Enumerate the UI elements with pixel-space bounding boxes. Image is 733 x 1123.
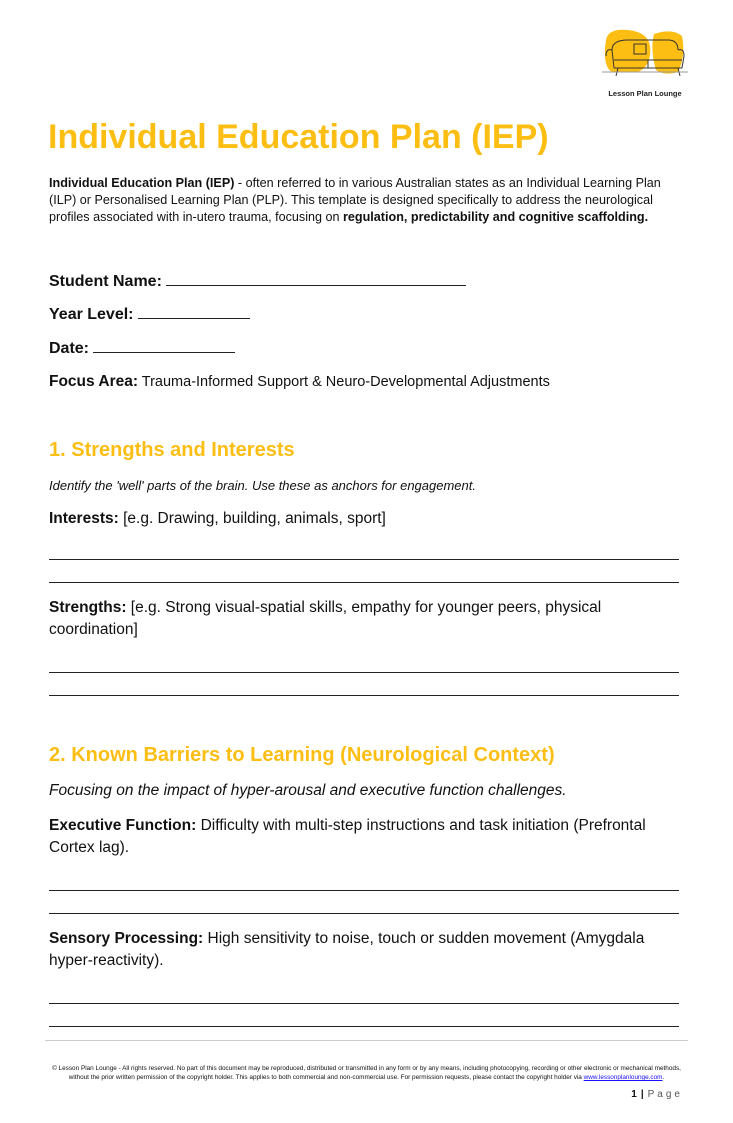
focus-area-field (49, 373, 550, 391)
writing-line[interactable] (49, 695, 679, 696)
section1-heading: 1. Strengths and Interests (49, 439, 295, 461)
copyright-text: © Lesson Plan Lounge - All rights reserved. No part of this document may be reproduced, distributed or transmitted in any form or by any means, including photocopying, recording or other electronic or mechanical methods, without the prior written permission of the copyright holder. This applies to both commercial and non-commercial use. For permission requests, please contact the copyright holder via (52, 1065, 681, 1081)
year-level-label: Year Level: (49, 306, 138, 323)
executive-function-desc: Difficulty with multi-step instructions and task initiation (Prefrontal Cortex lag). (49, 817, 646, 856)
writing-line[interactable] (49, 890, 679, 891)
sofa-logo-icon (598, 26, 692, 84)
student-name-field (49, 272, 466, 291)
page-number: 1 | Page (631, 1089, 683, 1100)
writing-line[interactable] (49, 672, 679, 673)
intro-lead: Individual Education Plan (IEP) (49, 176, 235, 190)
intro-text: - often referred to in various Australian states as an Individual Learning Plan (ILP) or Personalised Learning Plan (PLP). This template is designed specifically to address the neurological profiles associated with in-utero trauma, focusing on (49, 176, 661, 224)
page-num: 1 (631, 1089, 637, 1100)
focus-area-value: Trauma-Informed Support & Neuro-Developmental Adjustments (138, 374, 550, 390)
focus-area-label: Focus Area: (49, 373, 139, 390)
footer-divider (45, 1040, 688, 1041)
writing-line[interactable] (49, 1003, 679, 1004)
strengths-prompt: [e.g. Strong visual-spatial skills, empathy for younger peers, physical coordination] (49, 599, 602, 638)
footer-copyright (50, 1064, 683, 1082)
interests-prompt: [e.g. Drawing, building, animals, sport] (118, 510, 386, 527)
strengths-text (49, 597, 679, 641)
section1-subtitle: Identify the 'well' parts of the brain. Use these as anchors for engagement. (49, 478, 476, 493)
date-label: Date: (49, 340, 94, 357)
year-level-field (49, 305, 250, 324)
executive-function-label: Executive Function: (49, 817, 197, 834)
interests-label: Interests: (49, 510, 119, 527)
sensory-processing-text (49, 928, 679, 972)
intro-paragraph (49, 175, 689, 226)
section2-subtitle: Focusing on the impact of hyper-arousal and executive function challenges. (49, 782, 567, 799)
sensory-processing-desc: High sensitivity to noise, touch or sudden movement (Amygdala hyper-reactivity). (49, 930, 645, 969)
student-name-blank[interactable] (166, 272, 466, 286)
date-field (49, 339, 235, 358)
year-level-blank[interactable] (138, 305, 250, 319)
executive-function-text (49, 815, 679, 859)
section2-heading: 2. Known Barriers to Learning (Neurological Context) (49, 744, 555, 766)
logo (598, 26, 692, 96)
interests-text (49, 508, 679, 530)
page-label: Page (647, 1089, 683, 1100)
writing-line[interactable] (49, 559, 679, 560)
student-name-label: Student Name: (49, 273, 167, 290)
website-link[interactable]: www.lessonplanlounge.com (583, 1074, 663, 1081)
intro-emphasis: regulation, predictability and cognitive scaffolding. (343, 210, 649, 224)
strengths-label: Strengths: (49, 599, 127, 616)
logo-text: Lesson Plan Lounge (608, 89, 682, 98)
page-title: Individual Education Plan (IEP) (48, 118, 549, 156)
writing-line[interactable] (49, 913, 679, 914)
date-blank[interactable] (93, 339, 235, 353)
footer-end: . (662, 1074, 665, 1081)
writing-line[interactable] (49, 582, 679, 583)
writing-line[interactable] (49, 1026, 679, 1027)
sensory-processing-label: Sensory Processing: (49, 930, 204, 947)
